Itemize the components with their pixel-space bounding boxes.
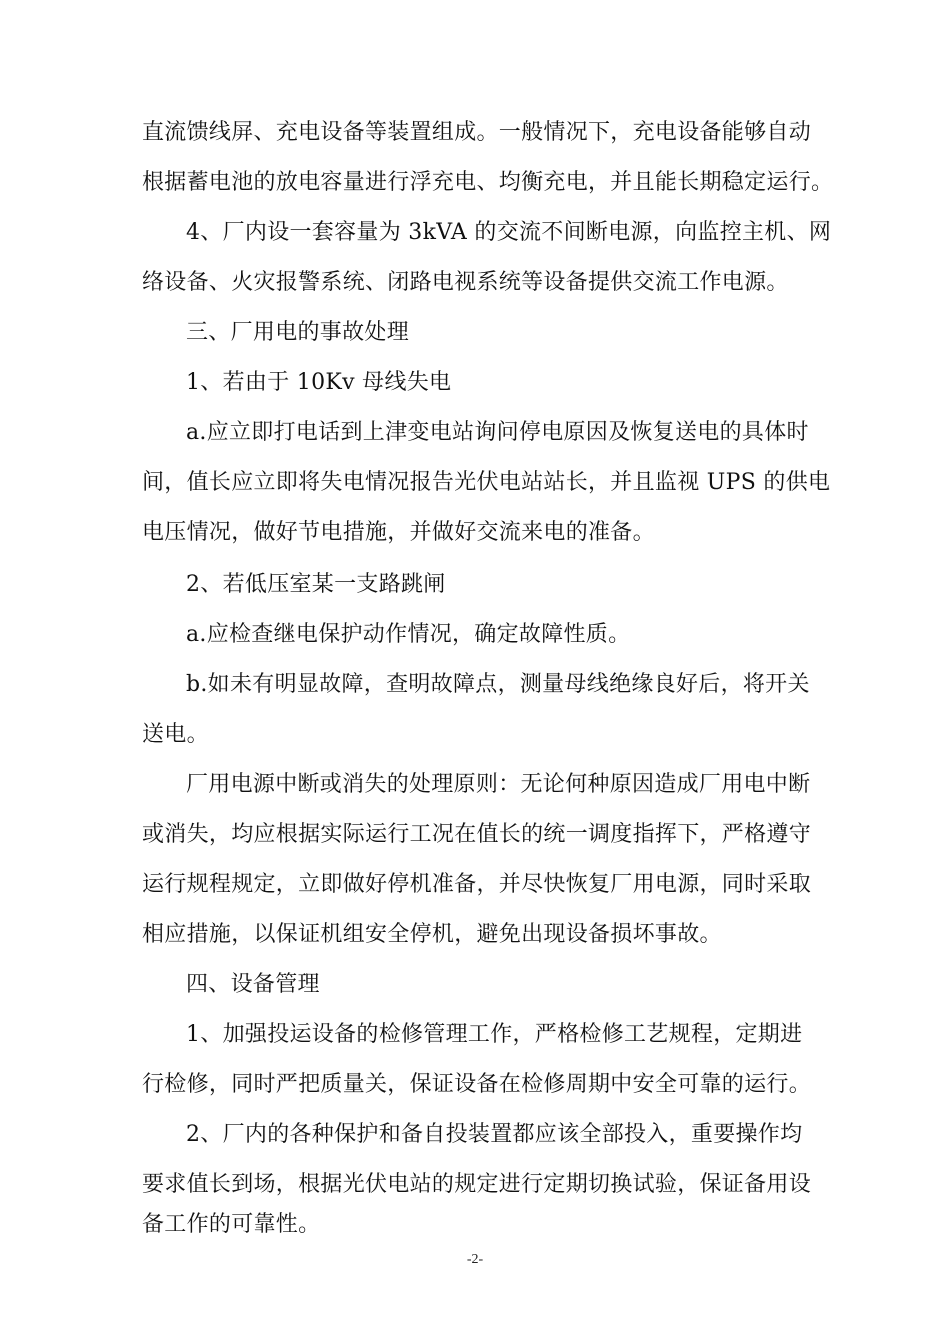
paragraph-start: 1、加强投运设备的检修管理工作，严格检修工艺规程，定期进 (186, 1022, 803, 1047)
text-line: 根据蓄电池的放电容量进行浮充电、均衡充电，并且能长期稳定运行。 (142, 170, 834, 195)
text-line: 电压情况，做好节电措施，并做好交流来电的准备。 (142, 520, 655, 545)
text-line: 络设备、火灾报警系统、闭路电视系统等设备提供交流工作电源。 (142, 270, 789, 295)
text-line: 要求值长到场，根据光伏电站的规定进行定期切换试验，保证备用设 (142, 1172, 812, 1197)
text-line: 或消失，均应根据实际运行工况在值长的统一调度指挥下，严格遵守 (142, 822, 812, 847)
text-line: 运行规程规定，立即做好停机准备，并尽快恢复厂用电源，同时采取 (142, 872, 812, 897)
text-line: 送电。 (142, 722, 209, 747)
subsection-heading: 1、若由于 10Kv 母线失电 (186, 370, 452, 395)
paragraph-start: 4、厂内设一套容量为 3kVA 的交流不间断电源，向监控主机、网 (186, 220, 832, 245)
section-heading: 四、设备管理 (186, 972, 320, 997)
paragraph-start: a.应立即打电话到上津变电站询问停电原因及恢复送电的具体时 (186, 420, 809, 445)
text-line: 行检修，同时严把质量关，保证设备在检修周期中安全可靠的运行。 (142, 1072, 812, 1097)
subsection-heading: 2、若低压室某一支路跳闸 (186, 572, 446, 597)
paragraph-start: a.应检查继电保护动作情况，确定故障性质。 (186, 622, 631, 647)
section-heading: 三、厂用电的事故处理 (186, 320, 410, 345)
text-line: 相应措施，以保证机组安全停机，避免出现设备损坏事故。 (142, 922, 722, 947)
text-line: 间，值长应立即将失电情况报告光伏电站站长，并且监视 UPS 的供电 (142, 470, 831, 495)
paragraph-start: 2、厂内的各种保护和备自投装置都应该全部投入，重要操作均 (186, 1122, 803, 1147)
text-line: 直流馈线屏、充电设备等装置组成。一般情况下，充电设备能够自动 (142, 120, 812, 145)
page-number: -2- (466, 1252, 484, 1267)
paragraph-start: 厂用电源中断或消失的处理原则：无论何种原因造成厂用电中断 (186, 772, 811, 797)
text-line: 备工作的可靠性。 (142, 1212, 321, 1237)
paragraph-start: b.如未有明显故障，查明故障点，测量母线绝缘良好后，将开关 (186, 672, 810, 697)
